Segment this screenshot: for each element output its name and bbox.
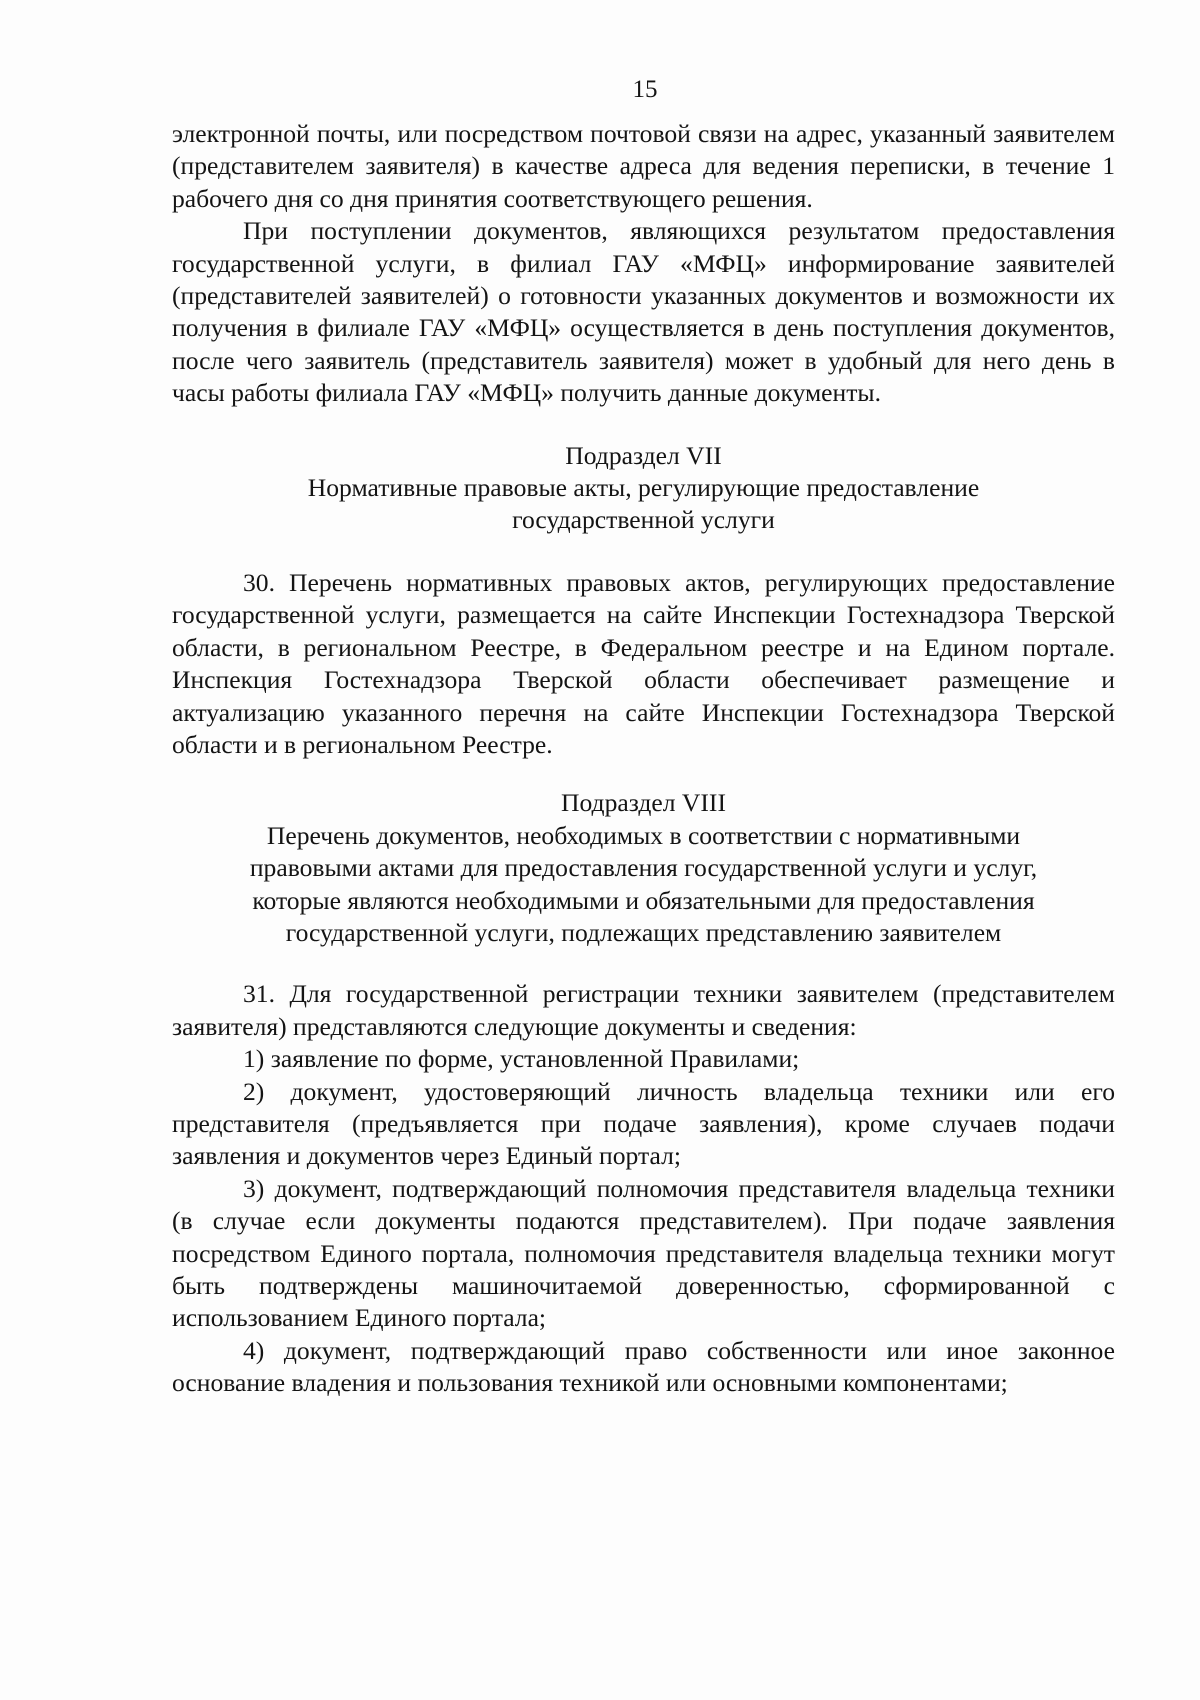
list-item-4: 4) документ, подтверждающий право собственности или иное законное основание владения и пользования техникой или основными компонентами; bbox=[172, 1335, 1115, 1398]
subsection-7-subtitle-line: государственной услуги bbox=[512, 505, 775, 535]
page-number: 15 bbox=[632, 76, 658, 103]
subsection-8-heading bbox=[172, 787, 1115, 949]
subsection-8-title: Подраздел VIII bbox=[561, 788, 726, 818]
list-item-1: 1) заявление по форме, установленной Правилами; bbox=[243, 1044, 800, 1074]
list-item-2: 2) документ, удостоверяющий личность владельца техники или его представителя (предъявляется при подаче заявления), кроме случаев подачи заявления и документов через Единый портал; bbox=[172, 1076, 1115, 1171]
intro-paragraph: электронной почты, или посредством почтовой связи на адрес, указанный заявителем (представителем заявителя) в качестве адреса для ведения переписки, в течение 1 рабочего дня со дня принятия соответствующего решения. bbox=[172, 119, 1115, 213]
subsection-8-subtitle-line: государственной услуги, подлежащих представлению заявителем bbox=[285, 917, 1002, 947]
subsection-7-heading bbox=[172, 440, 1115, 537]
subsection-8-subtitle-line: Перечень документов, необходимых в соответствии с нормативными bbox=[266, 820, 1021, 850]
paragraph-30: 30. Перечень нормативных правовых актов, регулирующих предоставление государственной услуги, размещается на сайте Инспекции Гостехнадзора Тверской области, в региональном Реестре, в Федеральном реестре и на Едином портале. Инспекция Гостехнадзора Тверской области обеспечивает размещение и актуализацию указанного перечня на сайте Инспекции Гостехнадзора Тверской области и в региональном Реестре. bbox=[172, 567, 1115, 759]
subsection-7-subtitle-line: Нормативные правовые акты, регулирующие предоставление bbox=[307, 473, 980, 503]
subsection-7-title: Подраздел VII bbox=[565, 440, 722, 470]
document-body bbox=[172, 118, 1115, 1400]
subsection-8-subtitle-line: правовыми актами для предоставления государственной услуги и услуг, bbox=[249, 853, 1038, 883]
subsection-8-subtitle-line: которые являются необходимыми и обязательными для предоставления bbox=[252, 885, 1035, 915]
paragraph-31: 31. Для государственной регистрации техники заявителем (представителем заявителя) представляются следующие документы и сведения: bbox=[172, 979, 1115, 1041]
list-item-3: 3) документ, подтверждающий полномочия представителя владельца техники (в случае если документы подаются представителем). При подаче заявления посредством Единого портала, полномочия представителя владельца техники могут быть подтверждены машиночитаемой доверенностью, сформированной с использованием Единого портала; bbox=[172, 1173, 1115, 1333]
paragraph-results-delivery: При поступлении документов, являющихся результатом предоставления государственной услуги, в филиал ГАУ «МФЦ» информирование заявителей (представителей заявителей) о готовности указанных документов и возможности их получения в филиале ГАУ «МФЦ» осуществляется в день поступления документов, после чего заявитель (представитель заявителя) может в удобный для него день в часы работы филиала ГАУ «МФЦ» получить данные документы. bbox=[172, 216, 1115, 408]
